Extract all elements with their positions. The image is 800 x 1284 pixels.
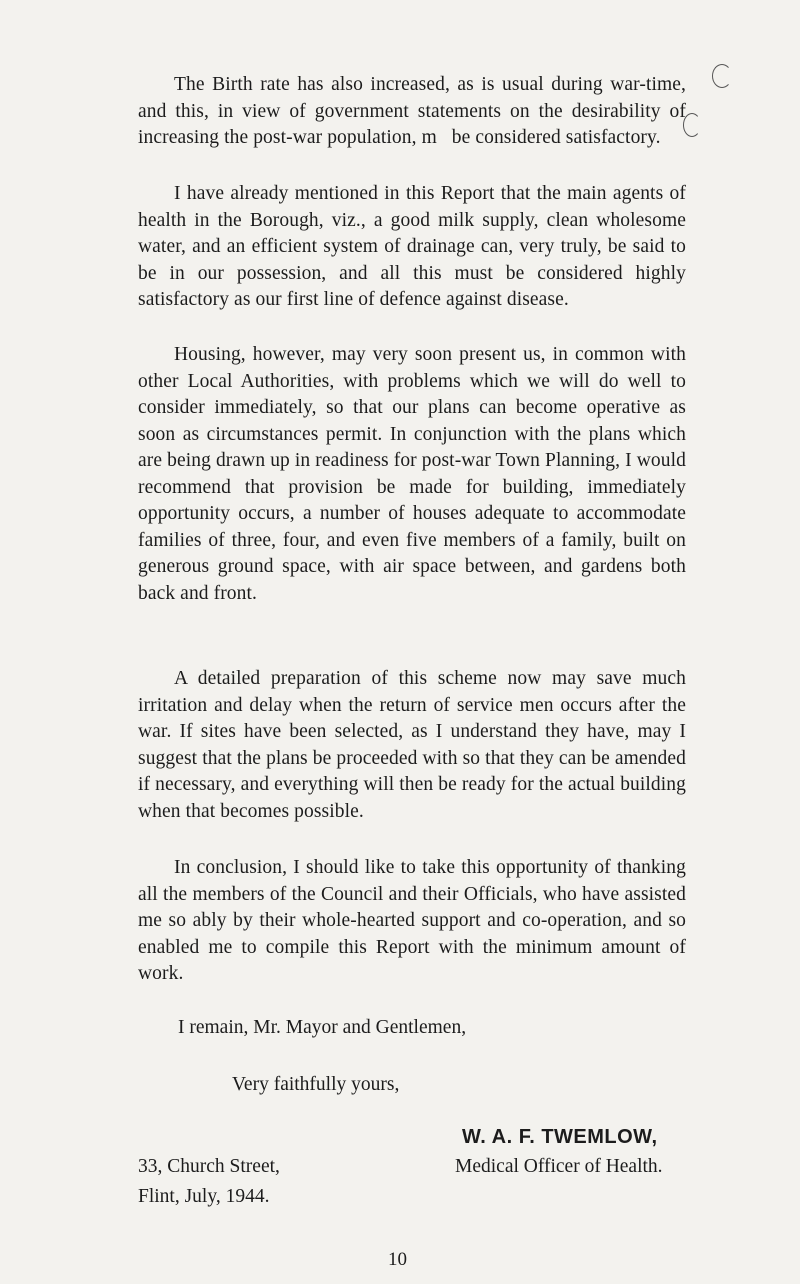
paragraph-birth-rate: The Birth rate has also increased, as is usual during war-time, and this, in view of government statements on the desirability of increasing the post-war population, m be considered satisfactory. bbox=[138, 74, 686, 148]
page-number: 10 bbox=[388, 1249, 407, 1270]
signatory-title: Medical Officer of Health. bbox=[455, 1156, 663, 1177]
paragraph-housing: Housing, however, may very soon present us, in common with other Local Authorities, with problems which we will do well to consider immediately, so that our plans can become operative as soon as circumstances permit. In conjunction with the plans which are being drawn up in readiness for post-war Town Planning, I would recommend that provision be made for building, immediately opportunity occurs, a number of houses adequate to accommodate families of three, four, and even five members of a family, built on generous ground space, with air space between, and gardens both back and front. bbox=[138, 344, 686, 604]
scan-artifact-mark bbox=[712, 64, 732, 88]
scan-artifact-mark bbox=[683, 113, 701, 137]
signatory-name: W. A. F. TWEMLOW, bbox=[462, 1126, 658, 1148]
sign-off: Very faithfully yours, bbox=[232, 1074, 400, 1095]
closing-salutation: I remain, Mr. Mayor and Gentlemen, bbox=[178, 1017, 467, 1038]
address-place-date: Flint, July, 1944. bbox=[138, 1186, 270, 1207]
paragraph-scheme-preparation: A detailed preparation of this scheme now may save much irritation and delay when the return of service men occurs after the war. If sites have been selected, as I understand they have, may I suggest that the plans be proceeded with so that they can be amended if necessary, and everything will then be ready for the actual building when that becomes possible. bbox=[138, 668, 686, 822]
address-street: 33, Church Street, bbox=[138, 1156, 280, 1177]
paragraph-conclusion: In conclusion, I should like to take this opportunity of thanking all the members of the Council and their Officials, who have assisted me so ably by their whole-hearted support and co-operation, and so enabled me to compile this Report with the minimum amount of work. bbox=[138, 857, 686, 984]
paragraph-health-agents: I have already mentioned in this Report that the main agents of health in the Borough, viz., a good milk supply, clean wholesome water, and an efficient system of drainage can, very truly, be said to be in our possession, and all this must be considered highly satisfactory as our first line of defence against disease. bbox=[138, 183, 686, 310]
